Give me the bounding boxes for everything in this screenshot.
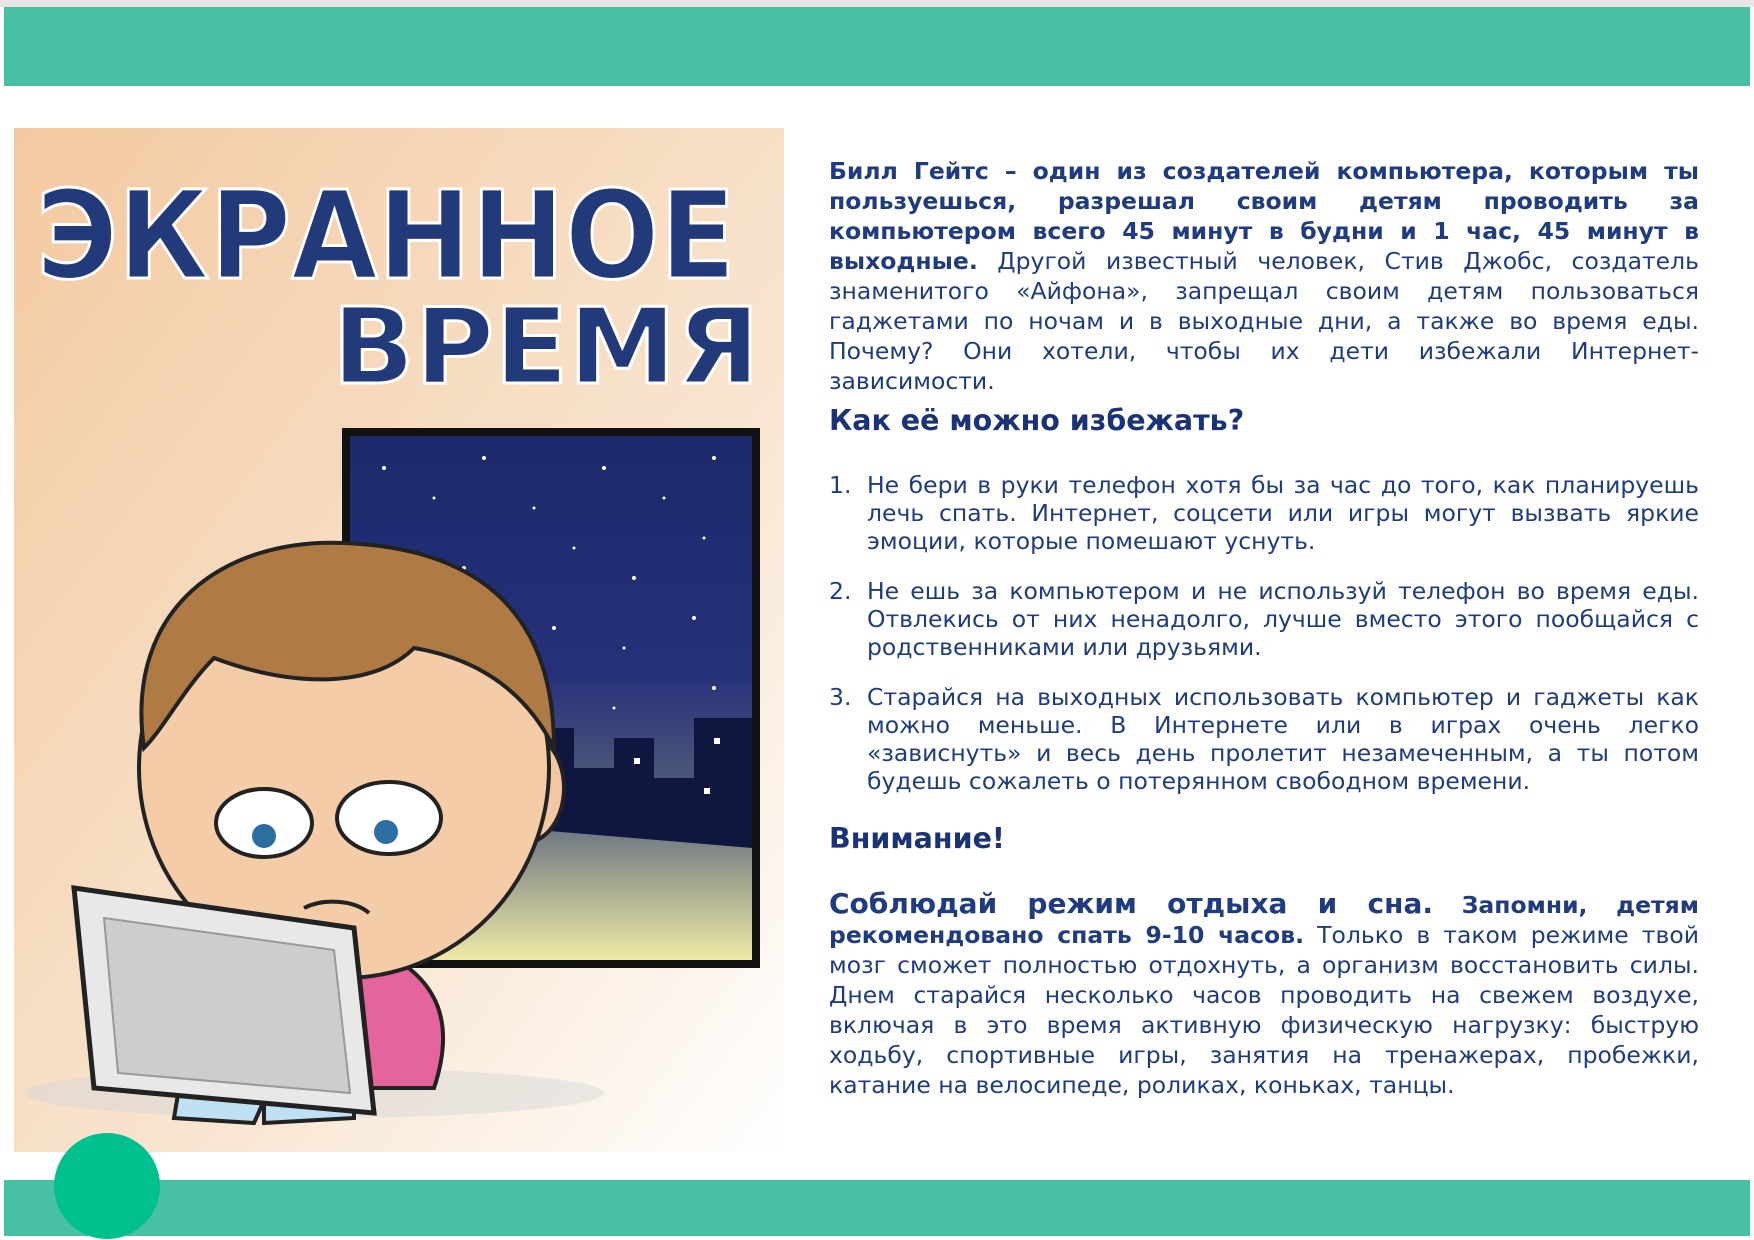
top-band <box>4 7 1750 86</box>
list-text: Не бери в руки телефон хотя бы за час до того, как планируешь лечь спать. Интернет, соцсети или игры могут вызвать яркие эмоции, которые помешают уснуть. <box>867 471 1699 555</box>
question-heading: Как её можно избежать? <box>829 404 1245 437</box>
list-text: Старайся на выходных использовать компьютер и гаджеты как можно меньше. В Интернете или в играх очень легко «зависнуть» и весь день пролетит незамеченным, а ты потом будешь сожалеть о потерянном свободном времени. <box>867 683 1699 795</box>
list-item <box>829 471 1699 555</box>
final-lead-big: Соблюдай режим отдыха и сна. <box>829 887 1434 920</box>
final-lead: Запомни, детям рекомендовано спать 9-10 часов. <box>829 891 1699 949</box>
list-text: Не ешь за компьютером и не используй телефон во время еды. Отвлекись от них ненадолго, лучше вместо этого пообщайся с родственниками или друзьями. <box>867 577 1699 661</box>
list-item <box>829 683 1699 795</box>
list-number: 2. <box>829 577 852 605</box>
corner-dot <box>54 1133 160 1239</box>
bottom-band <box>4 1180 1750 1236</box>
final-text: Только в таком режиме твой мозг сможет полностью отдохнуть, а организм восстановить силы. Днем старайся несколько часов проводить на свежем воздухе, включая в это время активную физическую нагрузку: быструю ходьбу, спортивные игры, занятия на тренажерах, пробежки, катание на велосипеде, роликах, коньках, танцы. <box>829 921 1699 1099</box>
intro-paragraph <box>829 156 1699 396</box>
final-paragraph <box>829 889 1699 1100</box>
screen-time-illustration <box>14 128 784 1152</box>
poster-title-line1: ЭКРАННОЕ <box>36 165 736 307</box>
poster-title-line2: ВРЕМЯ <box>332 286 760 408</box>
article <box>829 156 1699 1099</box>
list-number: 3. <box>829 683 852 711</box>
list-item <box>829 577 1699 661</box>
intro-text: Другой известный человек, Стив Джобс, создатель знаменитого «Айфона», запрещал своим детям пользоваться гаджетами по ночам и в выходные дни, а также во время еды. Почему? Они хотели, чтобы их дети избежали Интернет-зависимости. <box>829 247 1699 395</box>
top-rule <box>0 0 1754 7</box>
intro-lead: Билл Гейтс – один из создателей компьютера, которым ты пользуешься, разрешал своим детям проводить за компьютером всего 45 минут в будни и 1 час, 45 минут в выходные. <box>829 157 1699 275</box>
tips-list <box>829 471 1699 817</box>
attention-heading: Внимание! <box>829 822 1005 855</box>
list-number: 1. <box>829 471 852 499</box>
